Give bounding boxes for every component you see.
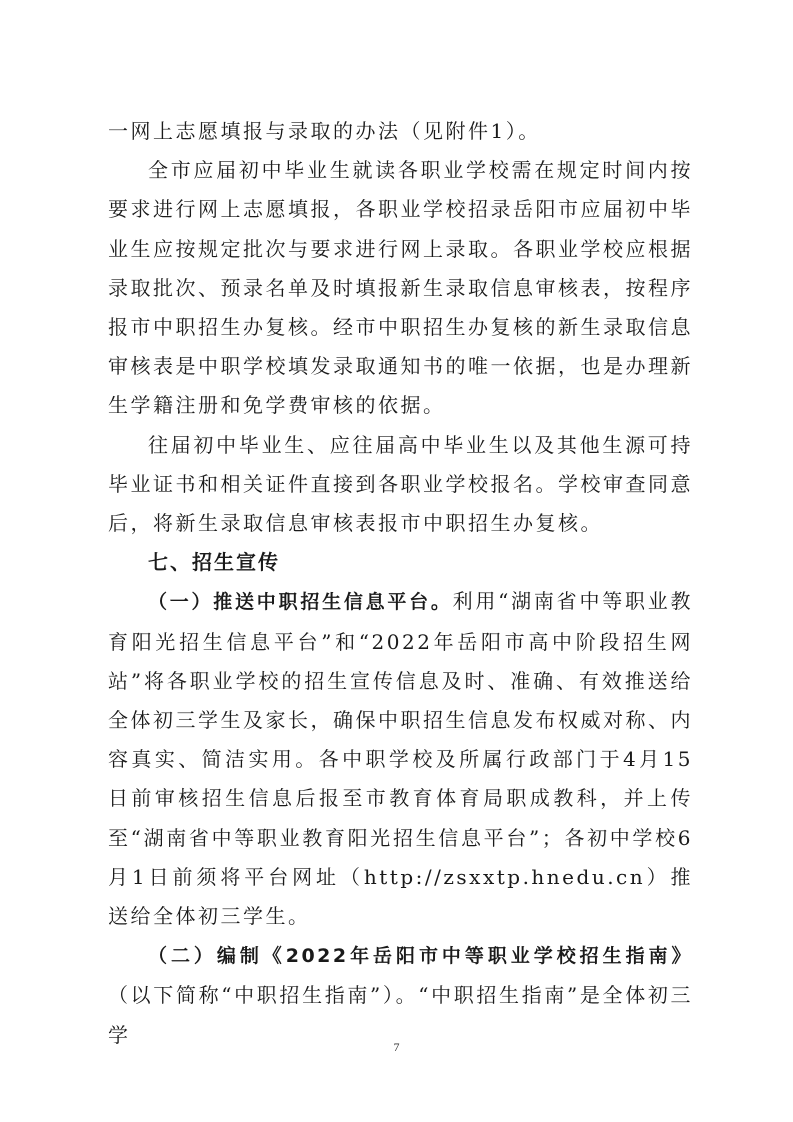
paragraph-continuation: 一网上志愿填报与录取的办法（见附件1）。 — [108, 119, 541, 143]
paragraph-body-platform: 利用“湖南省中等职业教育阳光招生信息平台”和“2022年岳阳市高中阶段招生网站”将各职业学校的招生宣传信息及时、准确、有效推送给全体初三学生及家长，确保中职招生信息发布权威对称、内容真实、简洁实用。各中职学校及所属行政部门于4月15日前审核招生信息后报至市教育体育局职成教科，并上传至“湖南省中等职业教育阳光招生信息平台”；各初中学校6月1日前须将平台网址（http://zsxxtp.hnedu.cn）推送给全体初三学生。 — [108, 589, 693, 929]
page-number: 7 — [393, 1040, 400, 1054]
paragraph-lead-guide: （二）编制《2022年岳阳市中等职业学校招生指南》 — [148, 945, 693, 968]
paragraph-body-guide: （以下简称“中职招生指南”）。“中职招生指南”是全体初三学 — [108, 983, 693, 1047]
paragraph-lead-platform: （一）推送中职招生信息平台。 — [148, 591, 453, 614]
paragraph-online-application: 全市应届初中毕业生就读各职业学校需在规定时间内按要求进行网上志愿填报，各职业学校招录岳阳市应届初中毕业生应按规定批次与要求进行网上录取。各职业学校应根据录取批次、预录名单及时填报新生录取信息审核表，按程序报市中职招生办复核。经市中职招生办复核的新生录取信息审核表是中职学校填发录取通知书的唯一依据，也是办理新生学籍注册和免学费审核的依据。 — [108, 158, 693, 418]
document-body — [108, 112, 693, 1055]
paragraph-previous-graduates: 往届初中毕业生、应往届高中毕业生以及其他生源可持毕业证书和相关证件直接到各职业学校报名。学校审查同意后，将新生录取信息审核表报市中职招生办复核。 — [108, 432, 693, 536]
paragraph-info-platform — [108, 582, 693, 936]
section-heading: 七、招生宣传 — [148, 550, 280, 575]
paragraph-guide — [108, 936, 693, 1055]
